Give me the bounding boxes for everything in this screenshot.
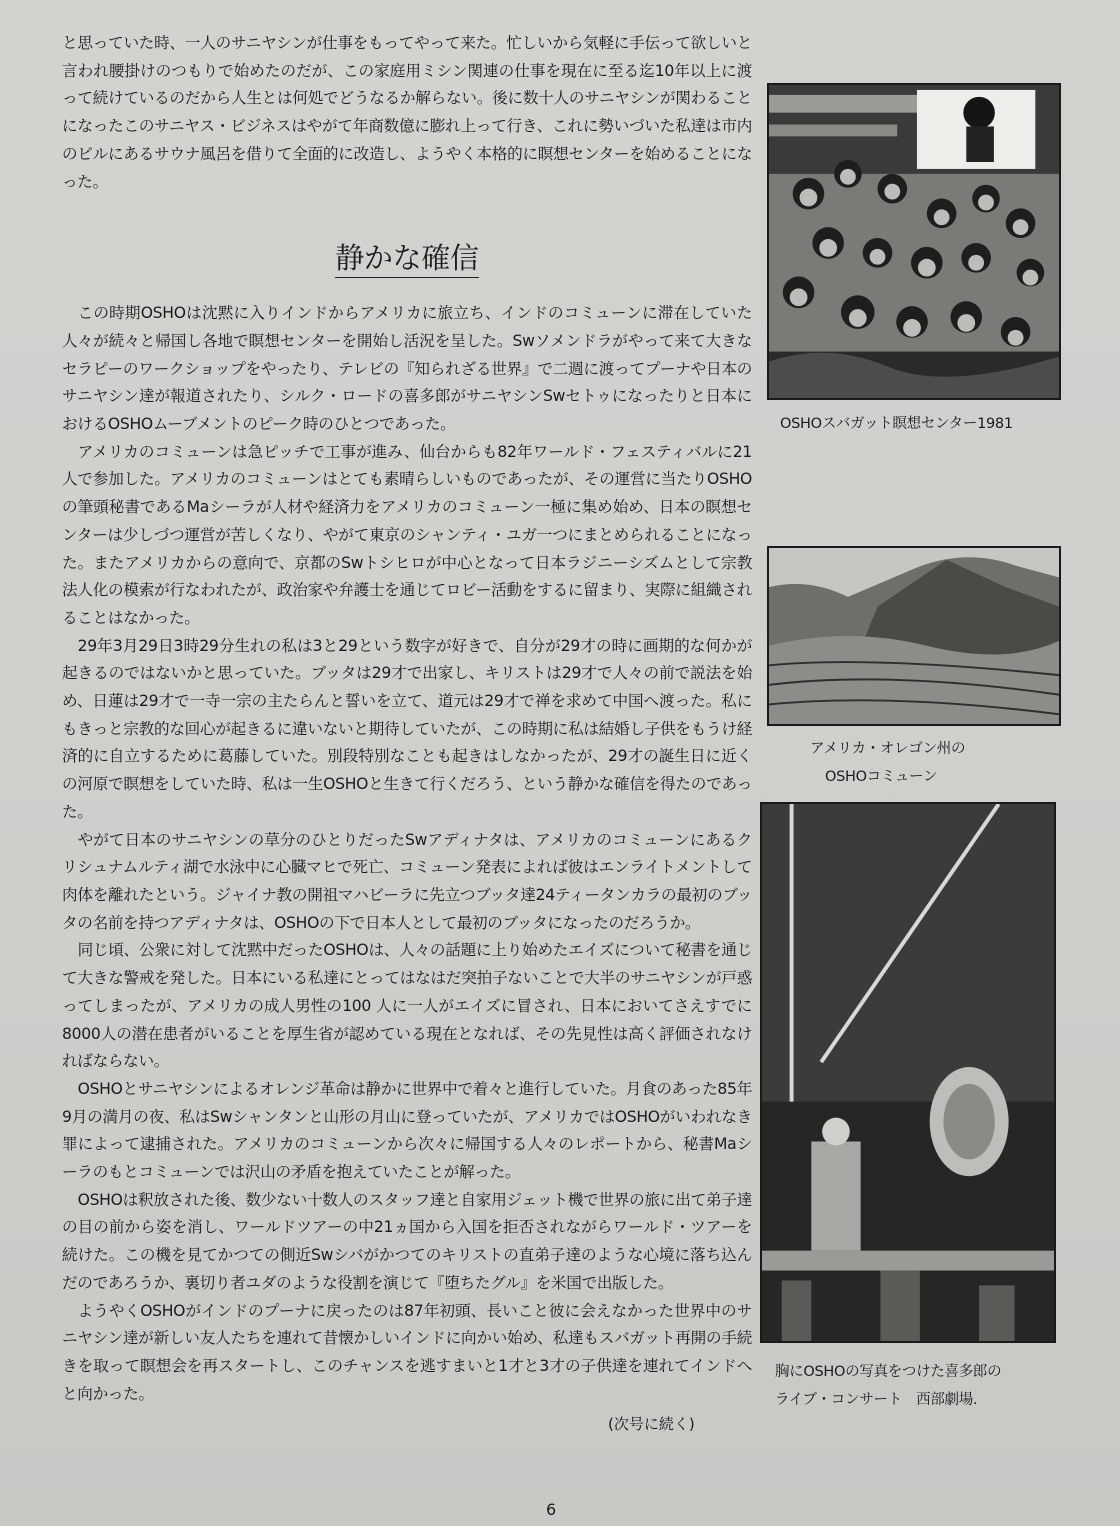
paragraph: やがて日本のサニヤシンの草分のひとりだったSwアディナタは、アメリカのコミューンにあるクリシュナムルティ湖で水泳中に心臓マヒで死亡、コミューン発表によれば彼はエンライトメントして肉体を離れたという。ジャイナ教の開祖マハビーラに先立つブッタ達24ティータンカラの最初のブッタの名前を持つアディナタは、OSHOの下で日本人として最初のブッタになったのだろうか。 bbox=[62, 830, 752, 932]
caption-line: 胸にOSHOの写真をつけた喜多郎の bbox=[775, 1364, 1002, 1380]
caption-line: ライブ・コンサート 西部劇場. bbox=[775, 1392, 978, 1408]
continued-note: (次号に続く) bbox=[608, 1415, 695, 1433]
paragraph: 同じ頃、公衆に対して沈黙中だったOSHOは、人々の話題に上り始めたエイズについて秘書を通じて大きな警戒を発した。日本にいる私達にとってはなはだ突拍子ないことで大半のサニヤシンが戸惑ってしまったが、アメリカの成人男性の100 人に一人がエイズに冒され、日本においてさえすでに8000人の潜在患者がいることを厚生省が認めている現在となれば、その先見性は高く評価されなければならない。 bbox=[62, 941, 752, 1071]
photo-caption bbox=[775, 1358, 1001, 1414]
paragraph: ようやくOSHOがインドのプーナに戻ったのは87年初頭、長いこと彼に会えなかった世界中のサニヤシン達が新しい友人たちを連れて昔懐かしいインドに向かい始め、私達もスバガット再開の手続きを取って瞑想会を再スタートし、このチャンスを逃すまいと1才と3才の子供達を連れてインドへと向かった。 bbox=[62, 1301, 752, 1403]
section-heading bbox=[62, 238, 752, 278]
paragraph: 29年3月29日3時29分生れの私は3と29という数字が好きで、自分が29才の時に画期的な何かが起きるのではないかと思っていた。ブッタは29才で出家し、キリストは29才で人々の前で説法を始め、日蓮は29才で一寺一宗の主たらんと誓いを立て、道元は29才で禅を求めて中国へ渡った。私にもきっと宗教的な回心が起きるに違いないと期待していたが、この時期に私は結婚し子供をもうけ経済的に自立するために葛藤していた。別段特別なことも起きはしなかったが、29才の誕生日に近くの河原で瞑想をしていた時、私は一生OSHOと生きて行くだろう、という静かな確信を得たのであった。 bbox=[62, 636, 752, 821]
article-body bbox=[62, 30, 752, 1408]
paragraph: アメリカのコミューンは急ピッチで工事が進み、仙台からも82年ワールド・フェスティバルに21人で参加した。アメリカのコミューンはとても素晴らしいものであったが、その運営に当たりOSHOの筆頭秘書であるMaシーラが人材や経済力をアメリカのコミューン一極に集め始め、日本の瞑想センターは少しづつ運営が苦しくなり、やがて東京のシャンティ・ユガ一つにまとめられることになった。またアメリカからの意向で、京都のSwトシヒロが中心となって日本ラジニーシズムとして宗教法人化の模索が行なわれたが、政治家や弁護士を通じてロビー活動をするに留まり、実際に組織されることはなかった。 bbox=[62, 442, 752, 627]
paragraph-intro: と思っていた時、一人のサニヤシンが仕事をもってやって来た。忙しいから気軽に手伝って欲しいと言われ腰掛けのつもりで始めたのだが、この家庭用ミシン関連の仕事を現在に至る迄10年以上に渡って続けているのだから人生とは何処でどうなるか解らない。後に数十人のサニヤシンが関わることになったこのサニヤス・ビジネスはやがて年商数億に膨れ上って行き、これに勢いづいた私達は市内のビルにあるサウナ風呂を借りて全面的に改造し、ようやく本格的に瞑想センターを始めることになった。 bbox=[62, 34, 752, 191]
caption-line: アメリカ・オレゴン州の bbox=[810, 741, 966, 757]
page-number: 6 bbox=[546, 1500, 557, 1519]
photo-caption: OSHOスバガット瞑想センター1981 bbox=[780, 416, 1013, 432]
paragraph: OSHOとサニヤシンによるオレンジ革命は静かに世界中で着々と進行していた。月食のあった85年9月の満月の夜、私はSwシャンタンと山形の月山に登っていたが、アメリカではOSHOがいわれなき罪によって逮捕された。アメリカのコミューンから次々に帰国する人々のレポートから、秘書Maシーラのもとコミューンでは沢山の矛盾を抱えていたことが解った。 bbox=[62, 1079, 752, 1182]
concert-photo bbox=[760, 802, 1056, 1343]
landscape-photo bbox=[767, 546, 1061, 726]
paragraph: この時期OSHOは沈黙に入りインドからアメリカに旅立ち、インドのコミューンに滞在していた人々が続々と帰国し各地で瞑想センターを開始し活況を呈した。Swソメンドラがやって来て大きなセラピーのワークショップをやったり、テレビの『知られざる世界』で二週に渡ってプーナや日本のサニヤシン達が報道されたり、シルク・ロードの喜多郎がサニヤシンSwセトゥになったりと日本におけるOSHOムーブメントのピーク時のひとつであった。 bbox=[62, 304, 752, 434]
section-heading-text: 静かな確信 bbox=[335, 241, 479, 278]
group-photo bbox=[767, 83, 1061, 400]
photo-caption bbox=[810, 735, 965, 791]
paragraph: OSHOは釈放された後、数少ない十数人のスタッフ達と自家用ジェット機で世界の旅に出て弟子達の目の前から姿を消し、ワールドツアーの中21ヵ国から入国を拒否されながらワールド・ツアーを続けた。この機を見てかつての側近Swシバがかつてのキリストの直弟子達のような心境に落ち込んだのであろうか、裏切り者ユダのような役割を演じて『堕ちたグル』を米国で出版した。 bbox=[62, 1190, 752, 1292]
caption-line: OSHOコミューン bbox=[825, 769, 938, 785]
